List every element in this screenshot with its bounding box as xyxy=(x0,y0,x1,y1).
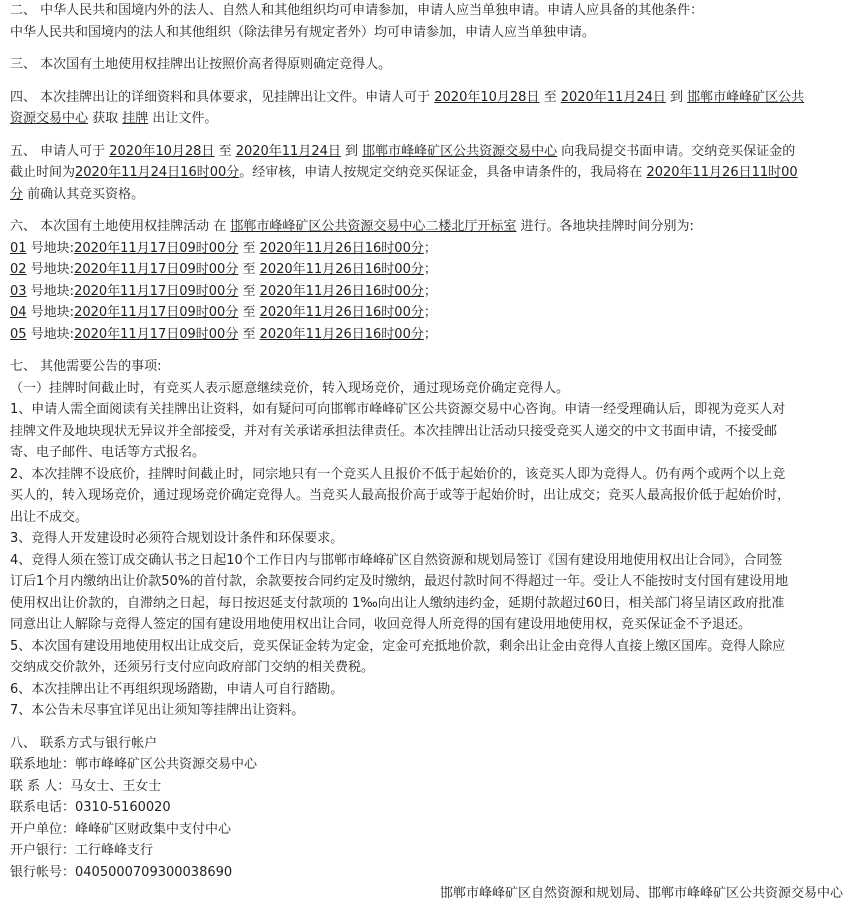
plot-sep: 至 xyxy=(238,283,260,299)
s5-place: 邯郸市峰峰矿区公共资源交易中心 xyxy=(362,143,558,159)
s6-place: 邯郸市峰峰矿区公共资源交易中心二楼北厅开标室 xyxy=(230,219,517,234)
plot-start: 2020年11月17日09时00分 xyxy=(74,262,239,277)
section-7-line: 4、竞得人须在签订成交确认书之日起10个工作日内与邯郸市峰峰矿区自然资源和规划局签订《国有建设用地使用权出让合同》，合同签 xyxy=(10,552,783,568)
section-7-line: 订后1个月内缴纳出让价款50%的首付款，余款要按合同约定及时缴纳，最迟付款时间不得超过一年。受让人不能按时支付国有建设用地 xyxy=(10,574,789,589)
section-8-title: 八、 联系方式与银行帐户 xyxy=(10,735,158,751)
plot-sep: 至 xyxy=(238,240,260,256)
s6-text-b: 进行。各地块挂牌时间分别为: xyxy=(516,219,694,234)
section-7-line: （一）挂牌时间截止时，有竞买人表示愿意继续竞价，转入现场竞价，通过现场竞价确定竞得人。 xyxy=(10,380,570,396)
s5-text-g: 前确认其竞买资格。 xyxy=(23,186,145,202)
section-2-line-1: 二、 中华人民共和国境内外的法人、自然人和其他组织均可申请参加，申请人应当单独申请。申请人应具备的其他条件： xyxy=(10,3,704,18)
plot-schedule-list xyxy=(10,238,847,346)
s5-deposit-deadline: 2020年11月24日16时00分 xyxy=(75,165,240,180)
s4-end-date: 2020年11月24日 xyxy=(560,89,666,105)
plot-start: 2020年11月17日09时00分 xyxy=(74,283,239,299)
s5-confirm-date-part-2: 分 xyxy=(10,186,24,202)
section-7-line: 1、申请人需全面阅读有关挂牌出让资料，如有疑问可向邯郸市峰峰矿区公共资源交易中心咨询。申请一经受理确认后，即视为竞买人对 xyxy=(10,402,786,417)
s5-text-c: 到 xyxy=(340,143,363,159)
plot-start: 2020年11月17日09时00分 xyxy=(74,305,239,320)
plot-sep: 至 xyxy=(238,326,260,342)
plot-end: 2020年11月26日16时00分 xyxy=(259,240,424,256)
section-7-line: 交纳成交价款外，还须另行支付应向政府部门交纳的相关费税。 xyxy=(10,660,375,675)
section-7-line: 6、本次挂牌出让不再组织现场踏勘，申请人可自行踏勘。 xyxy=(10,681,344,697)
plot-label: 号地块: xyxy=(26,262,75,277)
plot-label: 号地块: xyxy=(26,326,75,342)
section-7-line: 7、本公告未尽事宜详见出让须知等挂牌出让资料。 xyxy=(10,703,305,718)
plot-tail: ； xyxy=(423,326,437,342)
section-7-line: 5、本次国有建设用地使用权出让成交后，竞买保证金转为定金，定金可充抵地价款，剩余出让金由竞得人直接上缴区国库。竞得人除应 xyxy=(10,638,786,654)
s5-text-e: 截止时间为 xyxy=(10,165,76,180)
section-5 xyxy=(10,141,847,206)
plot-number: 03 xyxy=(10,283,27,299)
s4-place-part-2: 资源交易中心 xyxy=(10,111,89,126)
plot-tail: ； xyxy=(423,240,437,256)
s4-listing-word: 挂牌 xyxy=(122,111,149,126)
plot-end: 2020年11月26日16时00分 xyxy=(259,326,424,342)
account-bank: 开户银行：工行峰峰支行 xyxy=(10,843,154,858)
plot-tail: ； xyxy=(423,305,437,320)
plot-row xyxy=(10,302,847,324)
s5-text-b: 至 xyxy=(214,143,236,159)
section-7-line: 2、本次挂牌不设底价，挂牌时间截止时，同宗地只有一个竞买人且报价不低于起始价的，该竞买人即为竞得人。仍有两个或两个以上竞 xyxy=(10,466,786,482)
s5-confirm-date-part-1: 2020年11月26日11时00 xyxy=(646,165,798,180)
section-7-line: 出让不成交。 xyxy=(10,509,89,525)
contact-address: 联系地址：郸市峰峰矿区公共资源交易中心 xyxy=(10,757,258,772)
section-7-line: 寄、电子邮件、电话等方式报名。 xyxy=(10,445,206,460)
s4-text-a: 四、 本次挂牌出让的详细资料和具体要求，见挂牌出让文件。申请人可于 xyxy=(10,89,435,105)
s5-text-f: 。经审核，申请人按规定交纳竞买保证金，具备申请条件的，我局将在 xyxy=(239,165,647,180)
plot-row xyxy=(10,238,847,260)
section-7-line: 七、 其他需要公告的事项: xyxy=(10,359,162,374)
issuer-signature: 邯郸市峰峰矿区自然资源和规划局、邯郸市峰峰矿区公共资源交易中心 xyxy=(439,886,843,901)
plot-sep: 至 xyxy=(238,262,260,277)
s4-text-d: 获取 xyxy=(88,111,123,126)
section-4 xyxy=(10,87,847,130)
plot-start: 2020年11月17日09时00分 xyxy=(74,240,239,256)
plot-sep: 至 xyxy=(238,305,260,320)
plot-row xyxy=(10,259,847,281)
section-7 xyxy=(10,356,847,722)
plot-start: 2020年11月17日09时00分 xyxy=(74,326,239,342)
section-8-contact xyxy=(10,733,847,884)
plot-number: 01 xyxy=(10,240,27,256)
account-number: 银行帐号：0405000709300038690 xyxy=(10,864,233,880)
s4-text-c: 到 xyxy=(665,89,688,105)
section-7-line: 买人的，转入现场竞价，通过现场竞价确定竞得人。当竞买人最高报价高于或等于起始价时，出让成交；竞买人最高报价低于起始价时， xyxy=(10,488,791,503)
contact-phone: 联系电话：0310-5160020 xyxy=(10,800,171,815)
section-7-line: 同意出让人解除与竞得人签定的国有建设用地使用权出让合同，收回竞得人所竞得的国有建设用地使用权，竞买保证金不予退还。 xyxy=(10,617,752,632)
section-6-intro xyxy=(10,216,847,238)
s4-start-date: 2020年10月28日 xyxy=(434,89,540,105)
plot-label: 号地块: xyxy=(26,283,75,299)
section-7-line: 挂牌文件及地块现状无异议并全部接受，并对有关承诺承担法律责任。本次挂牌出让活动只接受竞买人递交的中文书面申请，不接受邮 xyxy=(10,423,778,439)
section-7-line: 使用权出让价款的，自滞纳之日起，每日按迟延支付款项的 1‰向出让人缴纳违约金，延期付款超过60日，相关部门将呈请区政府批准 xyxy=(10,595,785,611)
plot-number: 04 xyxy=(10,305,27,320)
s5-text-d: 向我局提交书面申请。交纳竞买保证金的 xyxy=(557,143,796,159)
plot-end: 2020年11月26日16时00分 xyxy=(259,262,424,277)
plot-label: 号地块: xyxy=(26,240,75,256)
s5-end-date: 2020年11月24日 xyxy=(235,143,341,159)
plot-tail: ； xyxy=(423,283,437,299)
plot-row xyxy=(10,324,847,346)
plot-end: 2020年11月26日16时00分 xyxy=(259,305,424,320)
s4-text-f: 出让文件。 xyxy=(148,111,218,126)
section-3: 三、 本次国有土地使用权挂牌出让按照价高者得原则确定竞得人。 xyxy=(10,57,392,72)
plot-end: 2020年11月26日16时00分 xyxy=(259,283,424,299)
account-unit: 开户单位：峰峰矿区财政集中支付中心 xyxy=(10,821,232,837)
s5-start-date: 2020年10月28日 xyxy=(109,143,215,159)
s6-text-a: 六、 本次国有土地使用权挂牌活动 在 xyxy=(10,219,231,234)
plot-number: 02 xyxy=(10,262,27,277)
contact-person: 联 系 人：马女士、王女士 xyxy=(10,778,162,794)
section-2-line-2: 中华人民共和国境内的法人和其他组织（除法律另有规定者外）均可申请参加，申请人应当单独申请。 xyxy=(10,24,596,40)
plot-tail: ； xyxy=(423,262,437,277)
plot-row xyxy=(10,281,847,303)
plot-number: 05 xyxy=(10,326,27,342)
plot-label: 号地块: xyxy=(26,305,75,320)
section-7-line: 3、竞得人开发建设时必须符合规划设计条件和环保要求。 xyxy=(10,531,344,546)
s5-text-a: 五、 申请人可于 xyxy=(10,143,110,159)
s4-place-part-1: 邯郸市峰峰矿区公共 xyxy=(687,89,805,105)
s4-text-b: 至 xyxy=(539,89,561,105)
